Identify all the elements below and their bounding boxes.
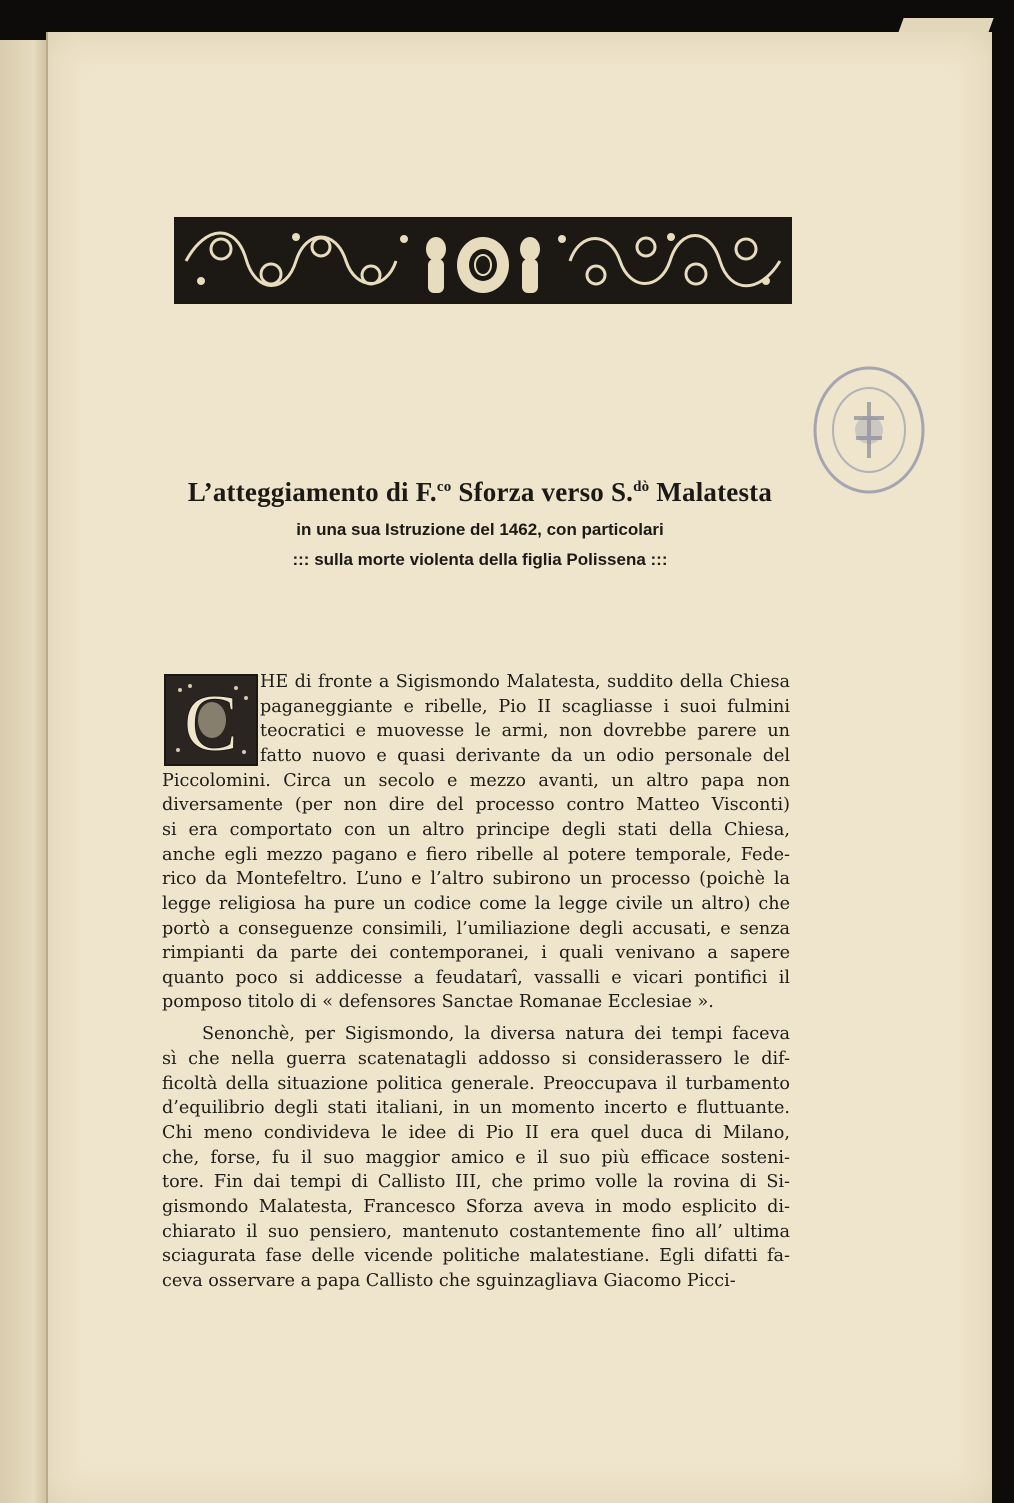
text-line: gismondo Malatesta, Francesco Sforza aveva in modo esplicito di- bbox=[162, 1197, 790, 1218]
library-stamp bbox=[806, 358, 932, 498]
text-line: ceva osservare a papa Callisto che sguinzagliava Giacomo Picci- bbox=[162, 1270, 736, 1291]
text-line: ficoltà della situazione politica generale. Preoccupava il turbamento bbox=[162, 1073, 790, 1094]
ornamental-header-band bbox=[174, 217, 792, 304]
text-line: rico da Montefeltro. L’uno e l’altro subirono un processo (poichè la bbox=[162, 869, 790, 890]
dropcap-letter: C bbox=[183, 677, 239, 764]
text-line: rimpianti da parte dei contemporanei, i quali venivano a sapere bbox=[162, 943, 790, 964]
text-line: paganeggiante e ribelle, Pio II scagliasse i suoi fulmini bbox=[260, 696, 790, 717]
text-line: anche egli mezzo pagano e fiero ribelle al potere temporale, Fede- bbox=[162, 844, 790, 865]
text-line: Senonchè, per Sigismondo, la diversa natura dei tempi faceva bbox=[202, 1024, 790, 1045]
article-title: L’atteggiamento di F.$^{co}$ Sforza verso S.$^{dò}$ Malatesta bbox=[187, 477, 773, 507]
text-line: si era comportato con un altro principe degli stati della Chiesa, bbox=[162, 819, 790, 840]
text-line: sciagurata fase delle vicende politiche malatestiane. Egli difatti fa- bbox=[162, 1246, 790, 1267]
article-subtitle-line-2: ::: sulla morte violenta della figlia Polissena ::: bbox=[292, 550, 668, 569]
text-line: quanto poco si addicesse a feudatarî, vassalli e vicari pontifici il bbox=[162, 967, 790, 988]
text-line: d’equilibrio degli stati italiani, in un momento incerto e fluttuante. bbox=[162, 1098, 790, 1119]
text-line: fatto nuovo e quasi derivante da un odio personale del bbox=[260, 745, 790, 766]
text-line: HE di fronte a Sigismondo Malatesta, suddito della Chiesa bbox=[260, 672, 790, 692]
text-line: che, forse, fu il suo maggior amico e il suo più efficace sosteni- bbox=[162, 1147, 790, 1168]
text-line: diversamente (per non dire del processo contro Matteo Visconti) bbox=[162, 795, 790, 816]
text-line: Chi meno condivideva le idee di Pio II era quel duca di Milano, bbox=[162, 1123, 790, 1144]
text-line: chiarato il suo pensiero, mantenuto costantemente fino all’ ultima bbox=[162, 1221, 790, 1242]
illuminated-initial bbox=[164, 674, 258, 766]
article-subtitle-line-1: in una sua Istruzione del 1462, con particolari bbox=[296, 520, 664, 539]
previous-page-edge bbox=[0, 40, 48, 1503]
text-line: sì che nella guerra scatenatagli addosso si considerassero le dif- bbox=[162, 1049, 790, 1070]
text-line: portò a conseguenze consimili, l’umiliazione degli accusati, e senza bbox=[162, 918, 790, 939]
text-line: tore. Fin dai tempi di Callisto III, che primo volle la rovina di Si- bbox=[162, 1172, 790, 1193]
text-line: Piccolomini. Circa un secolo e mezzo avanti, un altro papa non bbox=[162, 770, 790, 791]
text-line: legge religiosa ha pure un codice come la legge civile un altro) che bbox=[162, 893, 790, 914]
text-line: teocratici e muovesse le armi, non dovrebbe parere un bbox=[260, 721, 790, 742]
text-line: pomposo titolo di « defensores Sanctae Romanae Ecclesiae ». bbox=[162, 992, 714, 1013]
